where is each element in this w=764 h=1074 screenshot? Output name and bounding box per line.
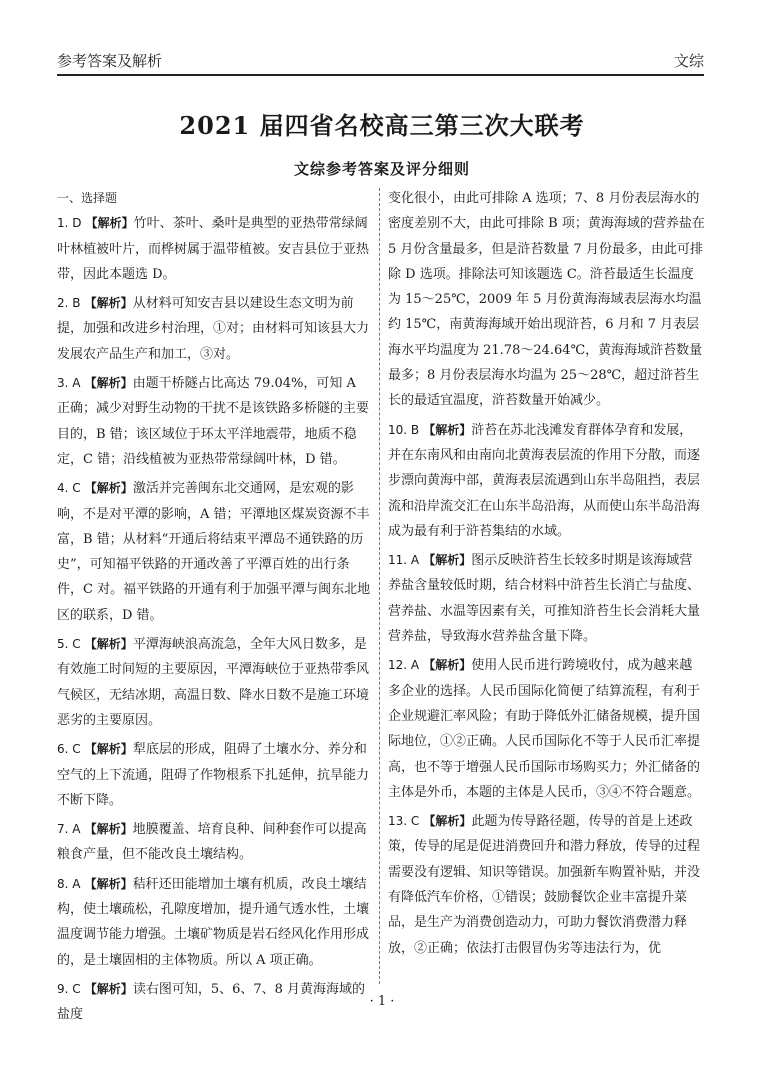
document-subtitle: 文综参考答案及评分细则 xyxy=(293,160,470,178)
answer-text: 由题干桥隧占比高达 79.04%，可知 A 正确；减少对野生动物的干扰不是该铁路多桥隧的主要目的，B 错；该区域位于环太平洋地震带，地质不稳定，C 错；沿线植被为亚热带常绿阔叶林，D 错。 xyxy=(57,376,370,467)
answer-text: 激活并完善闽东北交通网，是宏观的影响，不是对平潭的影响，A 错；平潭地区煤炭资源不丰富，B 错；从材料“开通后将结束平潭岛不通铁路的历史”，可知福平铁路的开通改善了平潭百姓的出行条件，C 对。福平铁路的开通有利于加强平潭与闽东北地区的联系，D 错。 xyxy=(57,481,371,623)
answer-item xyxy=(57,632,371,733)
left-item-list xyxy=(57,211,371,1027)
left-column xyxy=(57,186,371,1028)
page-header xyxy=(57,48,704,76)
answer-item xyxy=(57,291,371,367)
answer-item xyxy=(57,737,371,813)
right-column xyxy=(388,186,705,961)
answer-item xyxy=(57,371,371,472)
answer-number: 8. A xyxy=(57,876,81,891)
section-heading: 一、选择题 xyxy=(57,191,118,205)
analysis-tag: 【解析】 xyxy=(423,553,472,568)
column-divider xyxy=(379,188,380,984)
answer-text: 平潭海峡浪高流急，全年大风日数多，是有效施工时间短的主要原因，平潭海峡位于亚热带季风气候区，无结冰期，高温日数、降水日数不是施工环境恶劣的主要原因。 xyxy=(57,637,370,728)
answer-number: 3. A xyxy=(57,376,81,391)
answer-item xyxy=(388,548,705,649)
answer-item xyxy=(57,817,371,868)
answer-text: 地膜覆盖、培育良种、间种套作可以提高粮食产量，但不能改良土壤结构。 xyxy=(57,822,367,863)
analysis-tag: 【解析】 xyxy=(85,216,134,231)
answer-text: 变化很小，由此可排除 A 选项；7、8 月份表层海水的密度差别不大，由此可排除 B 项；黄海海域的营养盐在 5 月份含量最多，但是浒苔数量 7 月份最多，由此可排除 D 选项。排除法可知该题选 C。浒苔最适生长温度为 15～25℃，2009 年 5 月份黄海海域表层海水均温约 15℃，南黄海海域开始出现浒苔，6 月和 7 月表层海水平均温度为 21.78～24.64℃，黄海海域浒苔数量最多；8 月份表层海水均温为 25～28℃，超过浒苔生长的最适宜温度，浒苔数量开始减少。 xyxy=(388,191,705,409)
answer-number: 9. C xyxy=(57,981,81,996)
analysis-tag: 【解析】 xyxy=(84,481,133,496)
answer-text: 读右图可知，5、6、7、8 月黄海海域的盐度 xyxy=(57,981,366,1023)
answer-number: 12. A xyxy=(388,658,420,673)
analysis-tag: 【解析】 xyxy=(423,658,472,673)
answer-item xyxy=(388,418,705,544)
answer-item xyxy=(388,809,705,961)
analysis-tag: 【解析】 xyxy=(84,742,133,757)
analysis-tag: 【解析】 xyxy=(84,376,133,391)
answer-text: 犁底层的形成，阻碍了土壤水分、养分和空气的上下流通，阻碍了作物根系下扎延伸，抗旱能力不断下降。 xyxy=(57,742,370,808)
right-item-list xyxy=(388,186,705,961)
answer-number: 5. C xyxy=(57,637,81,652)
answer-number: 2. B xyxy=(57,296,81,311)
answer-number: 4. C xyxy=(57,481,81,496)
answer-item xyxy=(57,872,371,973)
answer-text: 从材料可知安吉县以建设生态文明为前提，加强和改进乡村治理，①对；由材料可知该县大力发展农产品生产和加工，③对。 xyxy=(57,296,370,362)
answer-number: 11. A xyxy=(388,553,420,568)
answer-number: 6. C xyxy=(57,742,81,757)
header-left-text: 参考答案及解析 xyxy=(57,52,163,70)
answer-item xyxy=(388,186,705,414)
answer-item xyxy=(57,476,371,628)
analysis-tag: 【解析】 xyxy=(423,814,472,829)
analysis-tag: 【解析】 xyxy=(423,422,472,437)
document-title: 2021 届四省名校高三第三次大联考 xyxy=(179,111,585,140)
answer-number: 10. B xyxy=(388,422,420,437)
answer-number: 7. A xyxy=(57,822,81,837)
answer-text: 此题为传导路径题，传导的首是上述政策，传导的尾是促进消费回升和潜力释放，传导的过程需要没有逻辑、知识等错误。加强新车购置补贴，并没有降低汽车价格，①错误；鼓励餐饮企业丰富提升菜品，是生产为消费创造动力，可助力餐饮消费潜力释放，②正确；依法打击假冒伪劣等违法行为，优 xyxy=(388,814,701,956)
header-right-text: 文综 xyxy=(673,52,704,70)
answer-item xyxy=(388,653,705,805)
answer-item xyxy=(57,211,371,287)
answer-text: 竹叶、茶叶、桑叶是典型的亚热带常绿阔叶林植被叶片，而桦树属于温带植被。安吉县位于亚热带，因此本题选 D。 xyxy=(57,216,370,282)
analysis-tag: 【解析】 xyxy=(84,637,133,652)
analysis-tag: 【解析】 xyxy=(84,296,133,311)
answer-text: 秸秆还田能增加土壤有机质，改良土壤结构，使土壤疏松，孔隙度增加，提升通气透水性，土壤温度调节能力增强。土壤矿物质是岩石经风化作用形成的，是土壤固相的主体物质。所以 A 项正确。 xyxy=(57,876,370,968)
analysis-tag: 【解析】 xyxy=(84,981,133,996)
analysis-tag: 【解析】 xyxy=(84,876,133,891)
page-number: · 1 · xyxy=(369,994,395,1009)
answer-number: 1. D xyxy=(57,216,82,231)
answer-text: 使用人民币进行跨境收付，成为越来越多企业的选择。人民币国际化简便了结算流程，有利于企业规避汇率风险；有助于降低外汇储备规模，提升国际地位，①②正确。人民币国际化不等于人民币汇率提高，也不等于增强人民币国际市场购买力；外汇储备的主体是外币，本题的主体是人民币，③④不符合题意。 xyxy=(388,658,701,800)
analysis-tag: 【解析】 xyxy=(84,822,133,837)
answer-number: 13. C xyxy=(388,814,420,829)
answer-text: 图示反映浒苔生长较多时期是该海域营养盐含量较低时期，结合材料中浒苔生长消亡与盐度、营养盐、水温等因素有关，可推知浒苔生长会消耗大量营养盐，导致海水营养盐含量下降。 xyxy=(388,553,701,645)
answer-text: 浒苔在苏北浅滩发育群体孕育和发展，并在东南风和由南向北黄海表层流的作用下分散，而逐步漂向黄海中部，黄海表层流遇到山东半岛阻挡，表层流和沿岸流交汇在山东半岛沿海，从而使山东半岛沿海成为最有利于浒苔集结的水域。 xyxy=(388,422,701,539)
